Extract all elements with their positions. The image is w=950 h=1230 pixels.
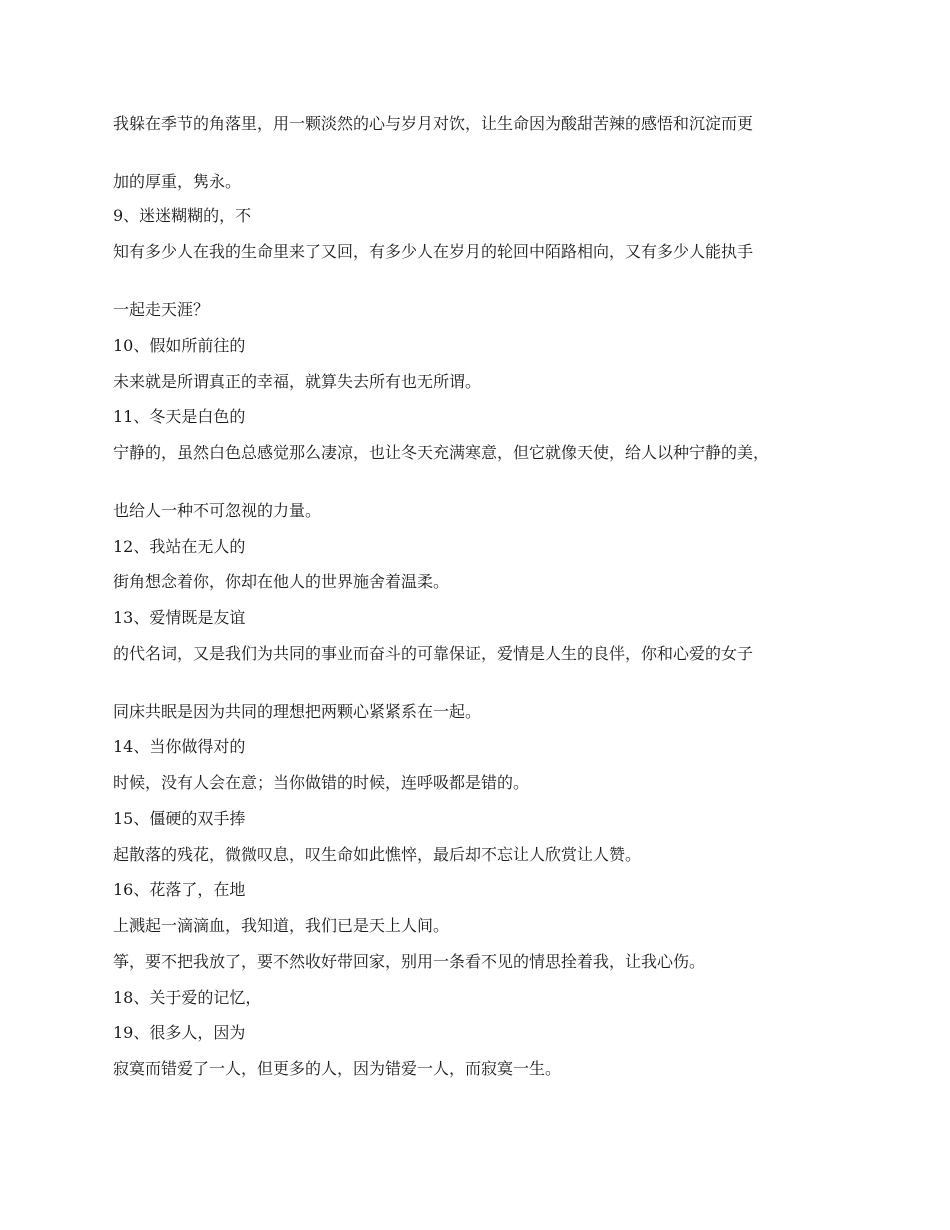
list-item-heading: 10、假如所前往的 — [113, 336, 246, 355]
list-item-heading: 15、僵硬的双手捧 — [113, 809, 246, 828]
list-item-heading: 13、爱情既是友谊 — [113, 608, 246, 627]
list-item-heading: 18、关于爱的记忆， — [113, 988, 262, 1007]
paragraph-line: 同床共眠是因为共同的理想把两颗心紧紧系在一起。 — [113, 702, 482, 721]
list-item-heading: 14、当你做得对的 — [113, 737, 246, 756]
list-item-heading: 16、花落了，在地 — [113, 880, 246, 899]
paragraph-line: 加的厚重，隽永。 — [113, 172, 242, 191]
paragraph-line: 也给人一种不可忽视的力量。 — [113, 501, 322, 520]
list-item-heading: 19、很多人，因为 — [113, 1023, 246, 1042]
paragraph-line: 未来就是所谓真正的幸福，就算失去所有也无所谓。 — [113, 372, 482, 391]
paragraph-line: 起散落的残花，微微叹息，叹生命如此憔悴，最后却不忘让人欣赏让人赞。 — [113, 845, 642, 864]
paragraph-line: 寂寞而错爱了一人，但更多的人，因为错爱一人，而寂寞一生。 — [113, 1059, 562, 1078]
paragraph-line: 筝，要不把我放了，要不然收好带回家，别用一条看不见的情思拴着我，让我心伤。 — [113, 952, 706, 971]
paragraph-line: 上溅起一滴滴血，我知道，我们已是天上人间。 — [113, 916, 450, 935]
paragraph-line: 街角想念着你，你却在他人的世界施舍着温柔。 — [113, 572, 450, 591]
paragraph-line: 我躲在季节的角落里，用一颗淡然的心与岁月对饮，让生命因为酸甜苦辣的感悟和沉淀而更 — [113, 114, 754, 133]
list-item-heading: 9、迷迷糊糊的，不 — [113, 206, 252, 225]
list-item-heading: 12、我站在无人的 — [113, 537, 246, 556]
paragraph-line: 的代名词，又是我们为共同的事业而奋斗的可靠保证，爱情是人生的良伴，你和心爱的女子 — [113, 644, 754, 663]
paragraph-line: 时候，没有人会在意；当你做错的时候，连呼吸都是错的。 — [113, 773, 530, 792]
paragraph-line: 知有多少人在我的生命里来了又回，有多少人在岁月的轮回中陌路相向，又有多少人能执手 — [113, 242, 754, 261]
paragraph-line: 宁静的，虽然白色总感觉那么凄凉，也让冬天充满寒意，但它就像天使，给人以种宁静的美， — [113, 443, 770, 462]
list-item-heading: 11、冬天是白色的 — [113, 407, 246, 426]
paragraph-line: 一起走天涯？ — [113, 300, 210, 319]
